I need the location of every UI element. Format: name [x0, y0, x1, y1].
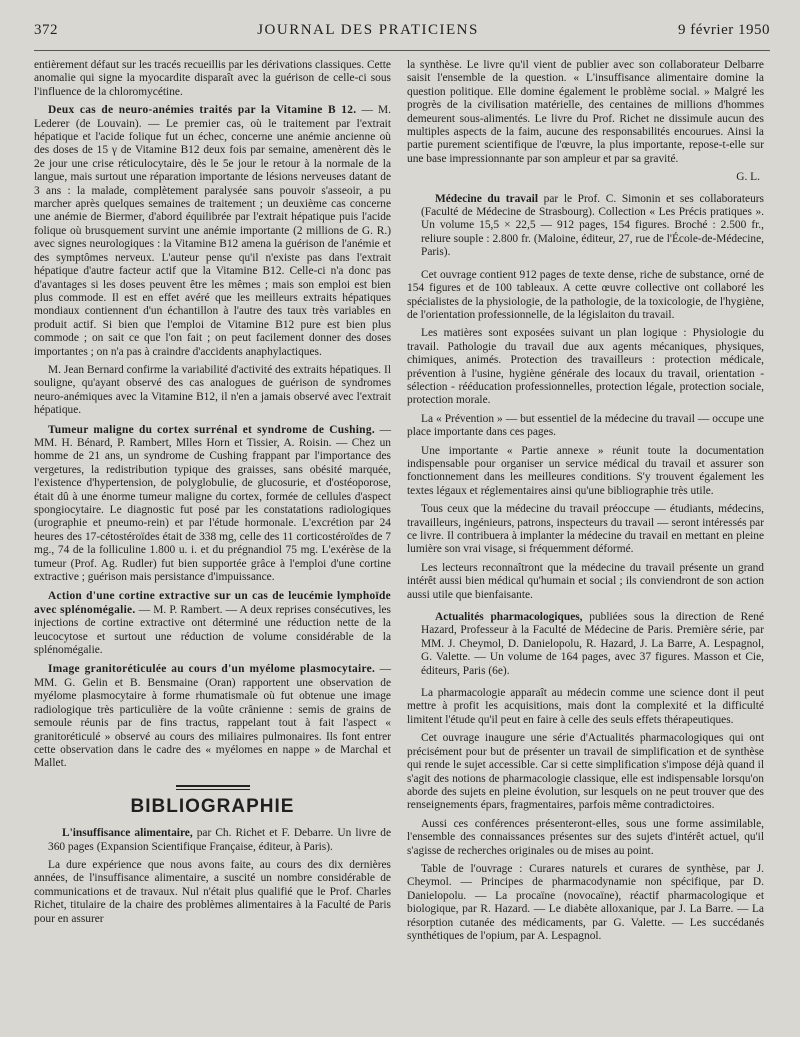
article-heading: Deux cas de neuro-anémies traités par la Vitamine B 12. — [48, 104, 357, 117]
book-reference: par le Prof. C. Simonin et ses collaborateurs (Faculté de Médecine de Strasbourg). Collection « Les Précis pratiques ». Un volume 15,5 × 22,5 — 912 pages, 154 figures. Broché : 2.500 fr., reliure souple : 2.800 fr. (Maloine, éditeur, 27, rue de l'École-de-Médecine, Paris). — [421, 192, 764, 259]
book-review-paragraph: Cet ouvrage inaugure une série d'Actualités pharmacologiques qui ont précisément pour but de présenter un travail de simplification et de synthèse qui rende le sujet accessible. Car si cette simplification s'impose déjà quand il s'agit des notions de pharmacologie classique, elle est indispensable lorsqu'on aborde des sujets en pleine évolution, sur lesquels on ne peut trouver que des renseignements épars, fragmentaires, parfois même contradictoires. — [407, 732, 764, 812]
book-review-paragraph: Les matières sont exposées suivant un plan logique : Physiologie du travail. Pathologie du travail due aux agents mécaniques, physiques, chimiques, animés. Protection des travailleurs : protection médicale, prévention à l'usine, hygiène générale des locaux du travail, orientation - sélection - rééducation professionnelles, protection légale, protection sociale, protection morale. — [407, 327, 764, 407]
book-review-paragraph: Les lecteurs reconnaîtront que la médecine du travail présente un grand intérêt aussi bien médical qu'humain et social ; ils conviendront de son action aussi utile que bienfaisante. — [407, 561, 764, 601]
article-heading: Tumeur maligne du cortex surrénal et syndrome de Cushing. — [48, 423, 375, 436]
article-heading: Action d'une cortine extractive sur un cas de leucémie lymphoïde avec splénomégalie. — [34, 590, 391, 616]
running-head — [34, 22, 770, 51]
book-review-paragraph: Tous ceux que la médecine du travail préoccupe — étudiants, médecins, travailleurs, ingénieurs, patrons, inspecteurs du travail — seront intéressés par ce livre. Il contribuera à implanter la médecine du travail en mettant en pleine lumière son vrai visage, si fréquemment déformé. — [407, 503, 764, 556]
article-body: — M. Lederer (de Louvain). — Le premier cas, où le traitement par l'extrait hépatique et l'acide folique fut un échec, concerne une anémie ancienne où des doses de 15 γ de Vitamine B12 deux fois par semaine, amenèrent dès le 2e jour une crise réticulocytaire, dès le 5e jour le retour à la normale de la langue, mais surtout une réparation importante de lésions nerveuses datant de 3 ans : la malade, complètement paralysée sans pouvoir s'asseoir, a pu marcher après quelques semaines de traitement ; un deuxième cas concerne une anémie de Biermer, d'abord équilibrée par l'extrait hépatique puis l'acide folique où brusquement survint une anémie importante (2 millions de G. R.) avec signes neurologiques : la Vitamine B12 amena la guérison de l'anémie et des symptômes nerveux. L'auteur pense qu'il n'existe pas dans l'extrait hépatique d'autre facteur actif que la Vitamine B12. Celle-ci n'a donc pas d'avantages si les doses peuvent être les mêmes ; mais son emploi est bien plus commode. Il est en effet avéré que les meilleurs extraits hépatiques mondiaux contiennent d'un échantillon à l'autre des taux très variables en produit actif. Si bien que l'emploi de Vitamine B12 pure est bien plus commode ; on sait ce que l'on fait ; on peut facilement donner des doses importantes ; on n'a pas à craindre d'accidents anaphylactiques. — [34, 104, 392, 358]
article-heading: Image granitoréticulée au cours d'un myélome plasmocytaire. — [48, 663, 376, 676]
book-review-paragraph: La dure expérience que nous avons faite, au cours des dix dernières années, de l'insuffisance alimentaire, a suscité un nombre considérable de communications et de travaux. Nul n'était plus qualifié que le Prof. Charles Richet, titulaire de la chaire des problèmes alimentaires à la Faculté de Paris pour en assurer — [34, 858, 391, 925]
book-review-paragraph: Aussi ces conférences présenteront-elles, sous une forme assimilable, l'ensemble des connaissances présentes sur des sujets d'intérêt actuel, qu'il s'agisse de recherches originales ou de mises au point. — [407, 817, 764, 857]
article-body: — M. P. Rambert. — A deux reprises consécutives, les injections de cortine extractive ont déterminé une réduction nette de la leucocytose et surtout une réduction de volume considérable de la splénomégalie. — [34, 603, 391, 657]
book-title: Médecine du travail — [435, 192, 539, 205]
book-reference: publiées sous la direction de René Hazard, Professeur à la Faculté de Médecine de Paris. Première série, par MM. J. Cheymol, D. Danielopolu, R. Hazard, J. La Barre, A. Lespagnol, G. Valette. — Un volume de 164 pages, avec 37 figures. Masson et Cie, éditeurs, Paris (6e). — [421, 611, 764, 677]
article-body: — MM. G. Gelin et B. Bensmaine (Oran) rapportent une observation de myélome plasmocytaire à forme rhumatismale où fut obtenue une image radiologique très particulière de la voûte crânienne : semis de grains de semoule réunis par de fins tractus, rappelant tout à fait l'aspect « granitoréticulé » observé au cours des miliaires pulmonaires. Ils font entrer cette observation dans le cadre des « myélomes en nappe » de Marchal et Mallet. — [34, 663, 391, 770]
reviewer-signature: G. L. — [736, 171, 760, 184]
continued-paragraph: la synthèse. Le livre qu'il vient de publier avec son collaborateur Delbarre saisit l'ensemble de la question. « L'insuffisance alimentaire domine la question politique. Elle domine également le problème social. » Malgré les progrès de la civilisation matérielle, des centaines de millions d'hommes demeurent sous-alimentés. Le livre du Prof. Richet ne dissimule aucun des multiples aspects de la faim, aucune des responsabilités encourues. Ainsi la partie purement scientifique de l'œuvre, la plus importante, repose-t-elle sur une base impressionnante par son ampleur et par sa gravité. — [407, 59, 764, 165]
section-divider — [176, 785, 250, 790]
two-column-body — [34, 59, 770, 948]
left-column — [34, 59, 391, 948]
page-number: 372 — [34, 22, 58, 38]
book-entry — [407, 193, 764, 260]
book-title: L'insuffisance alimentaire, — [62, 827, 193, 840]
right-column — [407, 59, 764, 948]
book-review-paragraph: La « Prévention » — but essentiel de la médecine du travail — occupe une place importante dans ces pages. — [407, 412, 764, 439]
book-entry — [34, 827, 391, 854]
article-myelome — [34, 663, 391, 770]
article-body: — MM. H. Bénard, P. Rambert, Mlles Horn et Tissier, A. Roisin. — Chez un homme de 21 ans, un syndrome de Cushing frappant par l'importance des vergetures, la redistribution typique des graisses, sans obésité marquée, l'existence d'hypertension, de polyglobulie, de glucosurie, et d'ostéoporose, était dû à une énorme tumeur maligne du cortex, formée de cellules d'aspect spongiocytaire. Le diagnostic fut posé par les constatations radiologiques (urographie et pneumo-rein) et par l'étude hormonale. L'excrétion par 24 heures des 17-cétostéroïdes était de 338 mg, celle des 11 corticostéroïdes de 7 mg., 74 de la folliculine 1.800 u. i. et du prégnandiol 75 mg. L'exérèse de la tumeur (Prof. Ag. Rudler) fut bien supportée grâce à l'emploi d'une cortine extractive ; guérison mais persistance d'impuissance. — [34, 423, 391, 584]
article-cortine — [34, 590, 391, 657]
book-reference: par Ch. Richet et F. Debarre. Un livre de 360 pages (Expansion Scientifique Française, éditeur, à Paris). — [48, 827, 391, 853]
book-title: Actualités pharmacologiques, — [435, 611, 583, 624]
book-review-paragraph: La pharmacologie apparaît au médecin comme une science dont il peut mettre à profit les acquisitions, mais dont la complexité et la difficulté limitent l'étude qu'il peut en faire à celle des seuls effets thérapeutiques. — [407, 687, 764, 726]
section-title: BIBLIOGRAPHIE — [130, 795, 295, 817]
book-review-paragraph: Table de l'ouvrage : Curares naturels et curares de synthèse, par J. Cheymol. — Principes de pharmacodynamie non spécifique, par D. Danielopolu. — La procaïne (novocaïne), réactif pharmacologique et biologique, par R. Hazard. — Le diabète alloxanique, par J. La Barre. — La résorption cutanée des médicaments, par G. Valette. — Les succédanés synthétiques de l'opium, par A. Lespagnol. — [407, 862, 764, 942]
book-review-paragraph: Cet ouvrage contient 912 pages de texte dense, riche de substance, orné de 154 figures et de 100 tableaux. A cette œuvre collective ont collaboré les spécialistes de la physiologie, de la pathologie, de la toxicologie, de l'hygiène, de l'orientation professionnelle, de la législaiton du travail. — [407, 268, 764, 321]
journal-title: JOURNAL DES PRATICIENS — [257, 22, 479, 38]
book-entry — [407, 611, 764, 678]
article-cushing — [34, 424, 391, 585]
book-review-paragraph: Une importante « Partie annexe » réunit toute la documentation indispensable pour organiser un service médical du travail et assurer son fonctionnement dans les meilleures conditions. S'y trouvent également les textes légaux et réglementaires ainsi qu'une bibliographie très utile. — [407, 444, 764, 497]
continued-paragraph: entièrement défaut sur les tracés recueillis par les dérivations classiques. Cette anomalie qui signe la myocardite disparaît avec la guérison de celle-ci sous l'influence de la chloromycétine. — [34, 59, 391, 98]
issue-date: 9 février 1950 — [678, 22, 770, 38]
article-vitamin-b12 — [34, 104, 391, 417]
article-paragraph: M. Jean Bernard confirme la variabilité d'activité des extraits hépatiques. Il souligne, qu'ayant observé des cas analogues de guérison de syndromes neuro-anémiques avec la Vitamine B12, il n'en a jamais observé avec l'extrait hépatique. — [34, 363, 391, 417]
